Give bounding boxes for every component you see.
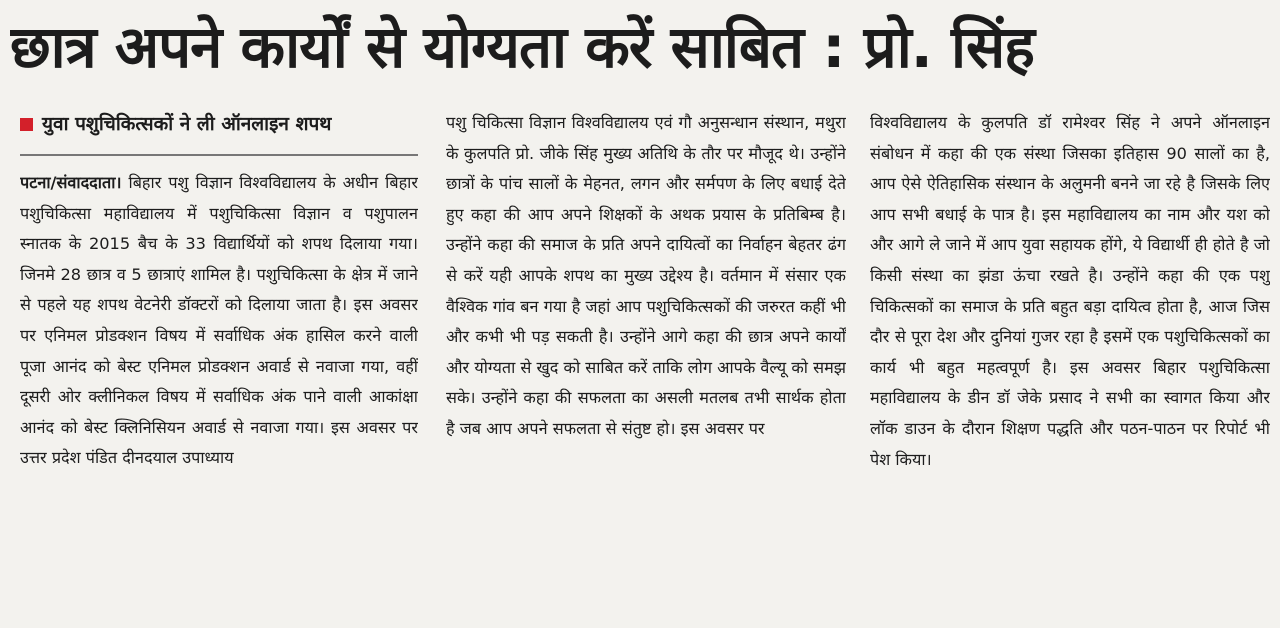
subheadline-text: युवा पशुचिकित्सकों ने ली ऑनलाइन शपथ xyxy=(42,113,332,135)
divider-rule xyxy=(20,154,418,156)
article-column-1 xyxy=(20,104,418,624)
dateline: पटना/संवाददाता। xyxy=(20,173,122,192)
column-3-text: विश्वविद्यालय के कुलपति डॉ रामेश्वर सिंह ने अपने ऑनलाइन संबोधन में कहा की एक संस्था जिसका इतिहास 90 सालों का है, आप ऐसे ऐतिहासिक संस्थान के अलुमनी बनने जा रहे है जिसके लिए आप सभी बधाई के पात्र है। इस महाविद्यालय का नाम और यश को और आगे ले जाने में आप युवा सहायक होंगे, ये विद्यार्थी ही होते है जो किसी संस्था का झंडा ऊंचा रखते है। उन्होंने कहा की एक पशु चिकित्सकों का समाज के प्रति बहुत बड़ा दायित्व होता है, आज जिस दौर से पूरा देश और दुनियां गुजर रहा है इसमें एक पशुचिकित्सकों का कार्य भी बहुत महत्वपूर्ण है। इस अवसर बिहार पशुचिकित्सा महाविद्यालय के डीन डॉ जेके प्रसाद ने सभी का स्वागत किया और लॉक डाउन के दौरान शिक्षण पद्धति और पठन-पाठन पर रिपोर्ट भी पेश किया। xyxy=(870,113,1270,469)
red-square-bullet-icon xyxy=(20,118,33,131)
article-column-3 xyxy=(870,108,1270,628)
subheadline xyxy=(20,104,418,144)
article-column-2 xyxy=(446,108,846,628)
paragraph xyxy=(20,168,418,474)
column-2-text: पशु चिकित्सा विज्ञान विश्वविद्यालय एवं गौ अनुसन्धान संस्थान, मथुरा के कुलपति प्रो. जीके सिंह मुख्य अतिथि के तौर पर मौजूद थे। उन्होंने छात्रों के पांच सालों के मेहनत, लगन और सर्मपण के लिए बधाई देते हुए कहा की आप अपने शिक्षकों के अथक प्रयास के प्रतिबिम्ब है। उन्होंने कहा की समाज के प्रति अपने दायित्वों का निर्वाहन बेहतर ढंग से करें यही आपके शपथ का मुख्य उद्देश्य है। वर्तमान में संसार एक वैश्विक गांव बन गया है जहां आप पशुचिकित्सकों की जरुरत कहीं भी और कभी भी पड़ सकती है। उन्होंने आगे कहा की छात्र अपने कार्यों और योग्यता से खुद को साबित करें ताकि लोग आपके वैल्यू को समझ सके। उन्होंने कहा की सफलता का असली मतलब तभी सार्थक होता है जब आप अपने सफलता से संतुष्ट हो। इस अवसर पर xyxy=(446,113,846,438)
headline: छात्र अपने कार्यों से योग्यता करें साबित : प्रो. सिंह xyxy=(10,13,1034,81)
column-1-text: बिहार पशु विज्ञान विश्वविद्यालय के अधीन बिहार पशुचिकित्सा महाविद्यालय में पशुचिकित्सा विज्ञान व पशुपालन स्नातक के 2015 बैच के 33 विद्यार्थियों को शपथ दिलाया गया। जिनमे 28 छात्र व 5 छात्राएं शामिल है। पशुचिकित्सा के क्षेत्र में जाने से पहले यह शपथ वेटनेरी डॉक्टरों को दिलाया जाता है। इस अवसर पर एनिमल प्रोडक्शन विषय में सर्वाधिक अंक हासिल करने वाली पूजा आनंद को बेस्ट एनिमल प्रोडक्शन अवार्ड से नवाजा गया, वहीं दूसरी ओर क्लीनिकल विषय में सर्वाधिक अंक पाने वाली आकांक्षा आनंद को बेस्ट क्लिनिसियन अवार्ड से नवाजा गया। इस अवसर पर उत्तर प्रदेश पंडित दीनदयाल उपाध्याय xyxy=(20,173,418,468)
